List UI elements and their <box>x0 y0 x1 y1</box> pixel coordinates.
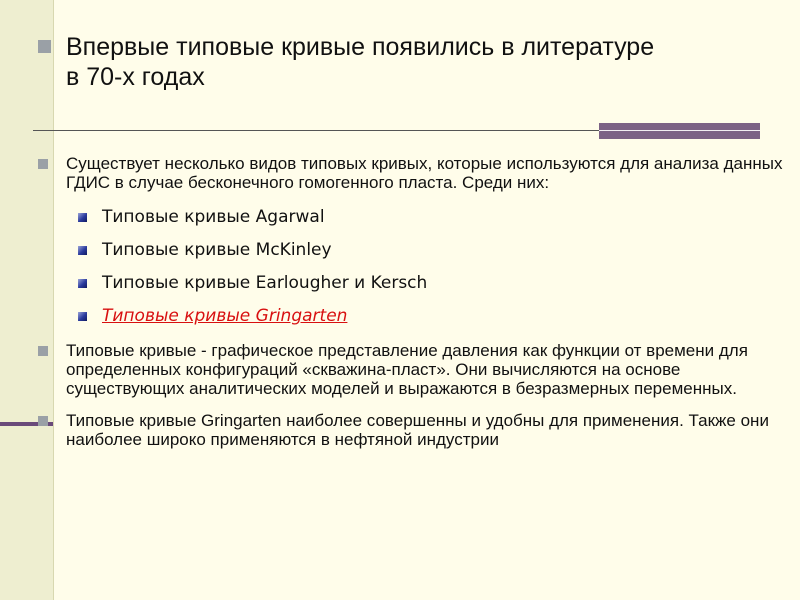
paragraph-definition <box>38 341 793 398</box>
square-bullet-icon <box>78 213 87 222</box>
sub-item-gringarten[interactable] <box>78 305 793 327</box>
title-text: Впервые типовые кривые появились в литературе в 70-х годах <box>66 33 655 91</box>
sub-item-mckinley <box>78 239 793 261</box>
paragraph-text: Типовые кривые Gringarten наиболее совершенны и удобны для применения. Также они наиболее широко применяются в нефтяной индустрии <box>66 411 769 449</box>
paragraph-types-intro <box>38 154 793 192</box>
sub-item-label: Типовые кривые Agarwal <box>102 207 325 227</box>
slide-content <box>38 154 793 460</box>
square-bullet-icon <box>38 159 48 169</box>
sub-item-label: Типовые кривые Earlougher и Kersch <box>102 273 428 293</box>
sub-item-label: Типовые кривые McKinley <box>102 240 332 260</box>
square-bullet-icon <box>38 346 48 356</box>
square-bullet-icon <box>78 279 87 288</box>
divider-accent-bar <box>599 123 760 139</box>
gringarten-link[interactable]: Типовые кривые Gringarten <box>102 306 348 326</box>
slide-title <box>38 32 658 92</box>
paragraph-text: Типовые кривые - графическое представление давления как функции от времени для определенных конфигураций «скважина-пласт». Они вычисляются на основе существующих аналитических моделей и выражаются в безразмерных переменных. <box>66 341 748 398</box>
square-bullet-icon <box>38 416 48 426</box>
paragraph-text: Существует несколько видов типовых кривых, которые используются для анализа данных ГДИС в случае бесконечного гомогенного пласта. Среди них: <box>66 154 783 192</box>
sub-item-earlougher-kersch <box>78 272 793 294</box>
square-bullet-icon <box>78 246 87 255</box>
square-bullet-icon <box>38 40 51 53</box>
sub-item-agarwal <box>78 206 793 228</box>
square-bullet-icon <box>78 312 87 321</box>
paragraph-gringarten <box>38 411 793 449</box>
